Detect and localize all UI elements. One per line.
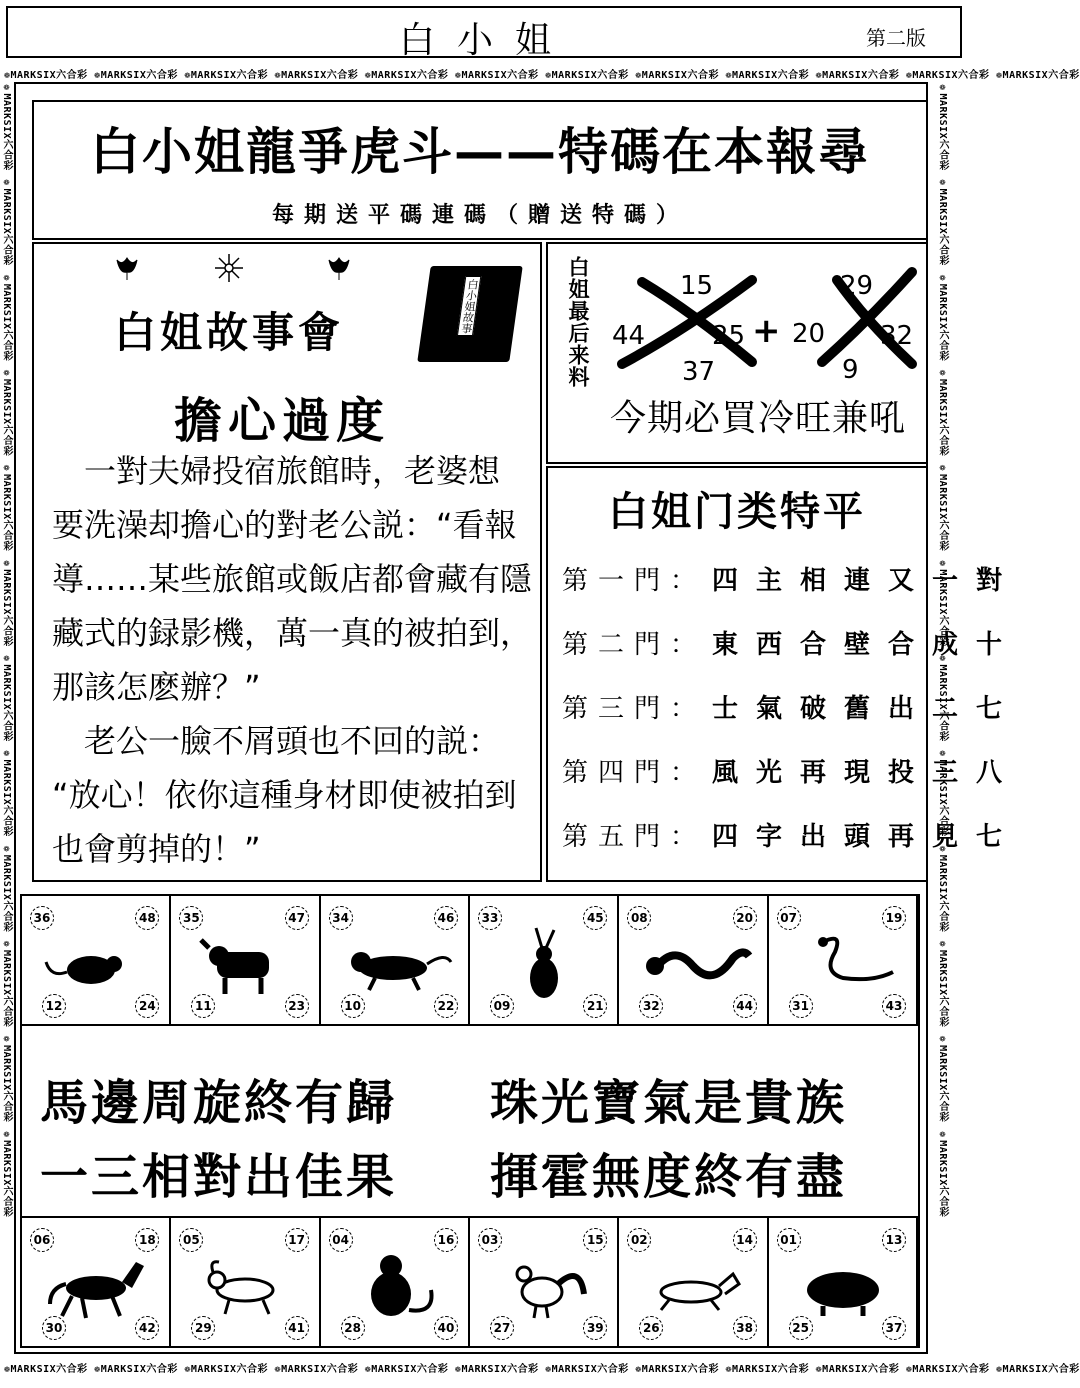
menlei-row	[562, 560, 1020, 597]
zodiac-cell-rabbit	[470, 896, 619, 1024]
zodiac-cell-snake	[769, 896, 918, 1024]
zodiac-number: 32	[639, 994, 663, 1018]
zodiac-number: 48	[135, 906, 159, 930]
zodiac-number: 45	[583, 906, 607, 930]
menlei-row-value: 風光再現投三八	[712, 758, 1021, 788]
zodiac-number: 20	[733, 906, 757, 930]
menlei-row	[562, 688, 1020, 725]
latest-number: 37	[682, 357, 716, 387]
watermark-band-bottom: ❁MARKSIX六合彩 ❁MARKSIX六合彩 ❁MARKSIX六合彩 ❁MARKSIX六合彩 ❁MARKSIX六合彩 ❁MARKSIX六合彩 ❁MARKSIX六合彩 ❁MARKSIX六合彩 ❁MARKSIX六合彩 ❁MARKSIX六合彩 ❁MARKSIX六合彩 ❁MARKSIX六合彩	[4, 1364, 1080, 1375]
zodiac-number: 40	[434, 1316, 458, 1340]
zodiac-number: 30	[42, 1316, 66, 1340]
zodiac-number: 17	[285, 1228, 309, 1252]
zodiac-number: 21	[583, 994, 607, 1018]
zodiac-number: 36	[30, 906, 54, 930]
pig-icon	[783, 1244, 903, 1328]
zodiac-number: 35	[179, 906, 203, 930]
zodiac-number: 42	[135, 1316, 159, 1340]
menlei-row-label: 第一門：	[562, 566, 707, 596]
zodiac-number: 22	[434, 994, 458, 1018]
latest-label: 白姐最后来料	[566, 256, 590, 388]
zodiac-cell-monkey	[321, 1218, 470, 1346]
ox-icon	[185, 922, 305, 1006]
goat-icon	[185, 1244, 305, 1328]
menlei-row	[562, 816, 1020, 853]
poem-line: 一三相對出佳果	[40, 1149, 398, 1205]
banner-subline: 每期送平碼連碼（贈送特碼）	[271, 203, 688, 228]
zodiac-cell-goat	[171, 1218, 320, 1346]
latest-number: 25	[712, 321, 746, 351]
poem-line: 馬邊周旋終有歸	[40, 1075, 398, 1131]
story-line: 要洗澡却擔心的對老公説：“看報	[52, 506, 517, 544]
latest-panel	[546, 242, 928, 464]
zodiac-number: 05	[179, 1228, 203, 1252]
latest-number: 9	[842, 355, 859, 385]
zodiac-number: 33	[478, 906, 502, 930]
poem-line: 珠光寶氣是貴族	[490, 1075, 848, 1131]
plus-sign: +	[752, 311, 781, 351]
story-title: 擔心過度	[174, 393, 391, 449]
zodiac-cell-dog	[619, 1218, 768, 1346]
zodiac-cell-horse	[22, 1218, 171, 1346]
zodiac-number: 01	[777, 1228, 801, 1252]
story-line: “放心！依你這種身材即使被拍到	[52, 776, 517, 814]
page-title: 白小姐	[398, 20, 573, 61]
poem-line: 揮霍無度終有盡	[490, 1149, 848, 1205]
story-line: 導……某些旅館或飯店都會藏有隱	[52, 560, 533, 598]
zodiac-number: 16	[434, 1228, 458, 1252]
zodiac-number: 06	[30, 1228, 54, 1252]
zodiac-number: 34	[329, 906, 353, 930]
latest-number: 44	[612, 321, 646, 351]
zodiac-number: 39	[583, 1316, 607, 1340]
dog-icon	[633, 1244, 753, 1328]
zodiac-number: 09	[490, 994, 514, 1018]
edition-label: 第二版	[866, 26, 926, 50]
zodiac-number: 12	[42, 994, 66, 1018]
zodiac-number: 47	[285, 906, 309, 930]
zodiac-number: 02	[627, 1228, 651, 1252]
zodiac-number: 41	[285, 1316, 309, 1340]
zodiac-cell-rooster	[470, 1218, 619, 1346]
horse-icon	[36, 1244, 156, 1328]
story-section-label: 白姐故事會	[114, 308, 345, 357]
flower-sparkle-icon	[204, 248, 254, 288]
menlei-row	[562, 752, 1020, 789]
story-line: 一對夫婦投宿旅館時，老婆想	[52, 452, 501, 490]
menlei-row-label: 第三門：	[562, 694, 707, 724]
zodiac-cell-dragon	[619, 896, 768, 1024]
menlei-row-value: 東西合壁合成十	[712, 630, 1021, 660]
monkey-icon	[335, 1244, 455, 1328]
zodiac-number: 19	[882, 906, 906, 930]
banner-headline: 白小姐龍爭虎斗——特碼在本報尋	[90, 123, 870, 181]
menlei-panel	[546, 466, 1021, 882]
tulip-icon	[324, 254, 354, 284]
zodiac-number: 10	[341, 994, 365, 1018]
zodiac-number: 37	[882, 1316, 906, 1340]
latest-caption: 今期必買冷旺兼吼	[610, 398, 907, 439]
zodiac-number: 43	[882, 994, 906, 1018]
menlei-row-value: 四字出頭再見七	[712, 822, 1021, 852]
menlei-title: 白姐门类特平	[608, 489, 866, 535]
tiger-icon	[335, 922, 455, 1006]
story-panel	[32, 242, 542, 882]
book-icon	[417, 266, 522, 362]
zodiac-number: 29	[191, 1316, 215, 1340]
menlei-row-value: 士氣破舊出二七	[712, 694, 1021, 724]
story-line: 也會剪掉的！”	[52, 830, 261, 868]
book-cover-label: 白小姐故事會	[457, 276, 481, 336]
dragon-icon	[633, 922, 753, 1006]
header-box	[6, 6, 962, 61]
zodiac-number: 44	[733, 994, 757, 1018]
zodiac-number: 46	[434, 906, 458, 930]
zodiac-number: 24	[135, 994, 159, 1018]
latest-number: 32	[880, 321, 914, 351]
zodiac-number: 08	[627, 906, 651, 930]
latest-number: 29	[840, 271, 874, 301]
number-cross-graphic	[602, 252, 922, 387]
story-line: 老公一臉不屑頭也不回的説：	[52, 722, 501, 760]
zodiac-number: 18	[135, 1228, 159, 1252]
zodiac-cell-tiger	[321, 896, 470, 1024]
rabbit-icon	[484, 922, 604, 1006]
zodiac-number: 03	[478, 1228, 502, 1252]
zodiac-number: 26	[639, 1316, 663, 1340]
zodiac-cell-ox	[171, 896, 320, 1024]
latest-number: 15	[680, 271, 714, 301]
menlei-row-value: 四主相連又一對	[712, 566, 1021, 596]
zodiac-number: 25	[789, 1316, 813, 1340]
story-line: 那該怎麽辦？”	[52, 668, 261, 706]
zodiac-number: 15	[583, 1228, 607, 1252]
rat-icon	[36, 922, 156, 1006]
zodiac-number: 28	[341, 1316, 365, 1340]
zodiac-number: 27	[490, 1316, 514, 1340]
zodiac-number: 31	[789, 994, 813, 1018]
menlei-row-label: 第四門：	[562, 758, 707, 788]
zodiac-number: 11	[191, 994, 215, 1018]
story-line: 藏式的録影機，萬一真的被拍到，	[52, 614, 533, 652]
zodiac-number: 13	[882, 1228, 906, 1252]
rooster-icon	[484, 1244, 604, 1328]
zodiac-number: 38	[733, 1316, 757, 1340]
watermark-band-left: ❁MARKSIX六合彩 ❁MARKSIX六合彩 ❁MARKSIX六合彩 ❁MARKSIX六合彩 ❁MARKSIX六合彩 ❁MARKSIX六合彩 ❁MARKSIX六合彩 ❁MARKSIX六合彩 ❁MARKSIX六合彩 ❁MARKSIX六合彩 ❁MARKSIX六合彩 ❁MARKSIX六合彩	[1, 82, 12, 1218]
menlei-row-label: 第二門：	[562, 630, 707, 660]
snake-icon	[783, 922, 903, 1006]
zodiac-number: 23	[285, 994, 309, 1018]
watermark-band-right: ❁MARKSIX六合彩 ❁MARKSIX六合彩 ❁MARKSIX六合彩 ❁MARKSIX六合彩 ❁MARKSIX六合彩 ❁MARKSIX六合彩 ❁MARKSIX六合彩 ❁MARKSIX六合彩 ❁MARKSIX六合彩 ❁MARKSIX六合彩 ❁MARKSIX六合彩 ❁MARKSIX六合彩	[937, 82, 948, 1218]
zodiac-cell-rat	[22, 896, 171, 1024]
watermark-band-top: ❁MARKSIX六合彩 ❁MARKSIX六合彩 ❁MARKSIX六合彩 ❁MARKSIX六合彩 ❁MARKSIX六合彩 ❁MARKSIX六合彩 ❁MARKSIX六合彩 ❁MARKSIX六合彩 ❁MARKSIX六合彩 ❁MARKSIX六合彩 ❁MARKSIX六合彩 ❁MARKSIX六合彩	[4, 70, 1080, 81]
latest-number: 20	[792, 319, 826, 349]
menlei-row	[562, 624, 1020, 661]
zodiac-number: 07	[777, 906, 801, 930]
zodiac-row-bottom	[20, 1216, 920, 1348]
poem-box	[20, 1024, 920, 1218]
zodiac-number: 04	[329, 1228, 353, 1252]
story-body	[52, 444, 542, 876]
zodiac-row-top	[20, 894, 920, 1026]
menlei-row-label: 第五門：	[562, 822, 707, 852]
zodiac-cell-pig	[769, 1218, 918, 1346]
tulip-icon	[112, 254, 142, 284]
zodiac-number: 14	[733, 1228, 757, 1252]
